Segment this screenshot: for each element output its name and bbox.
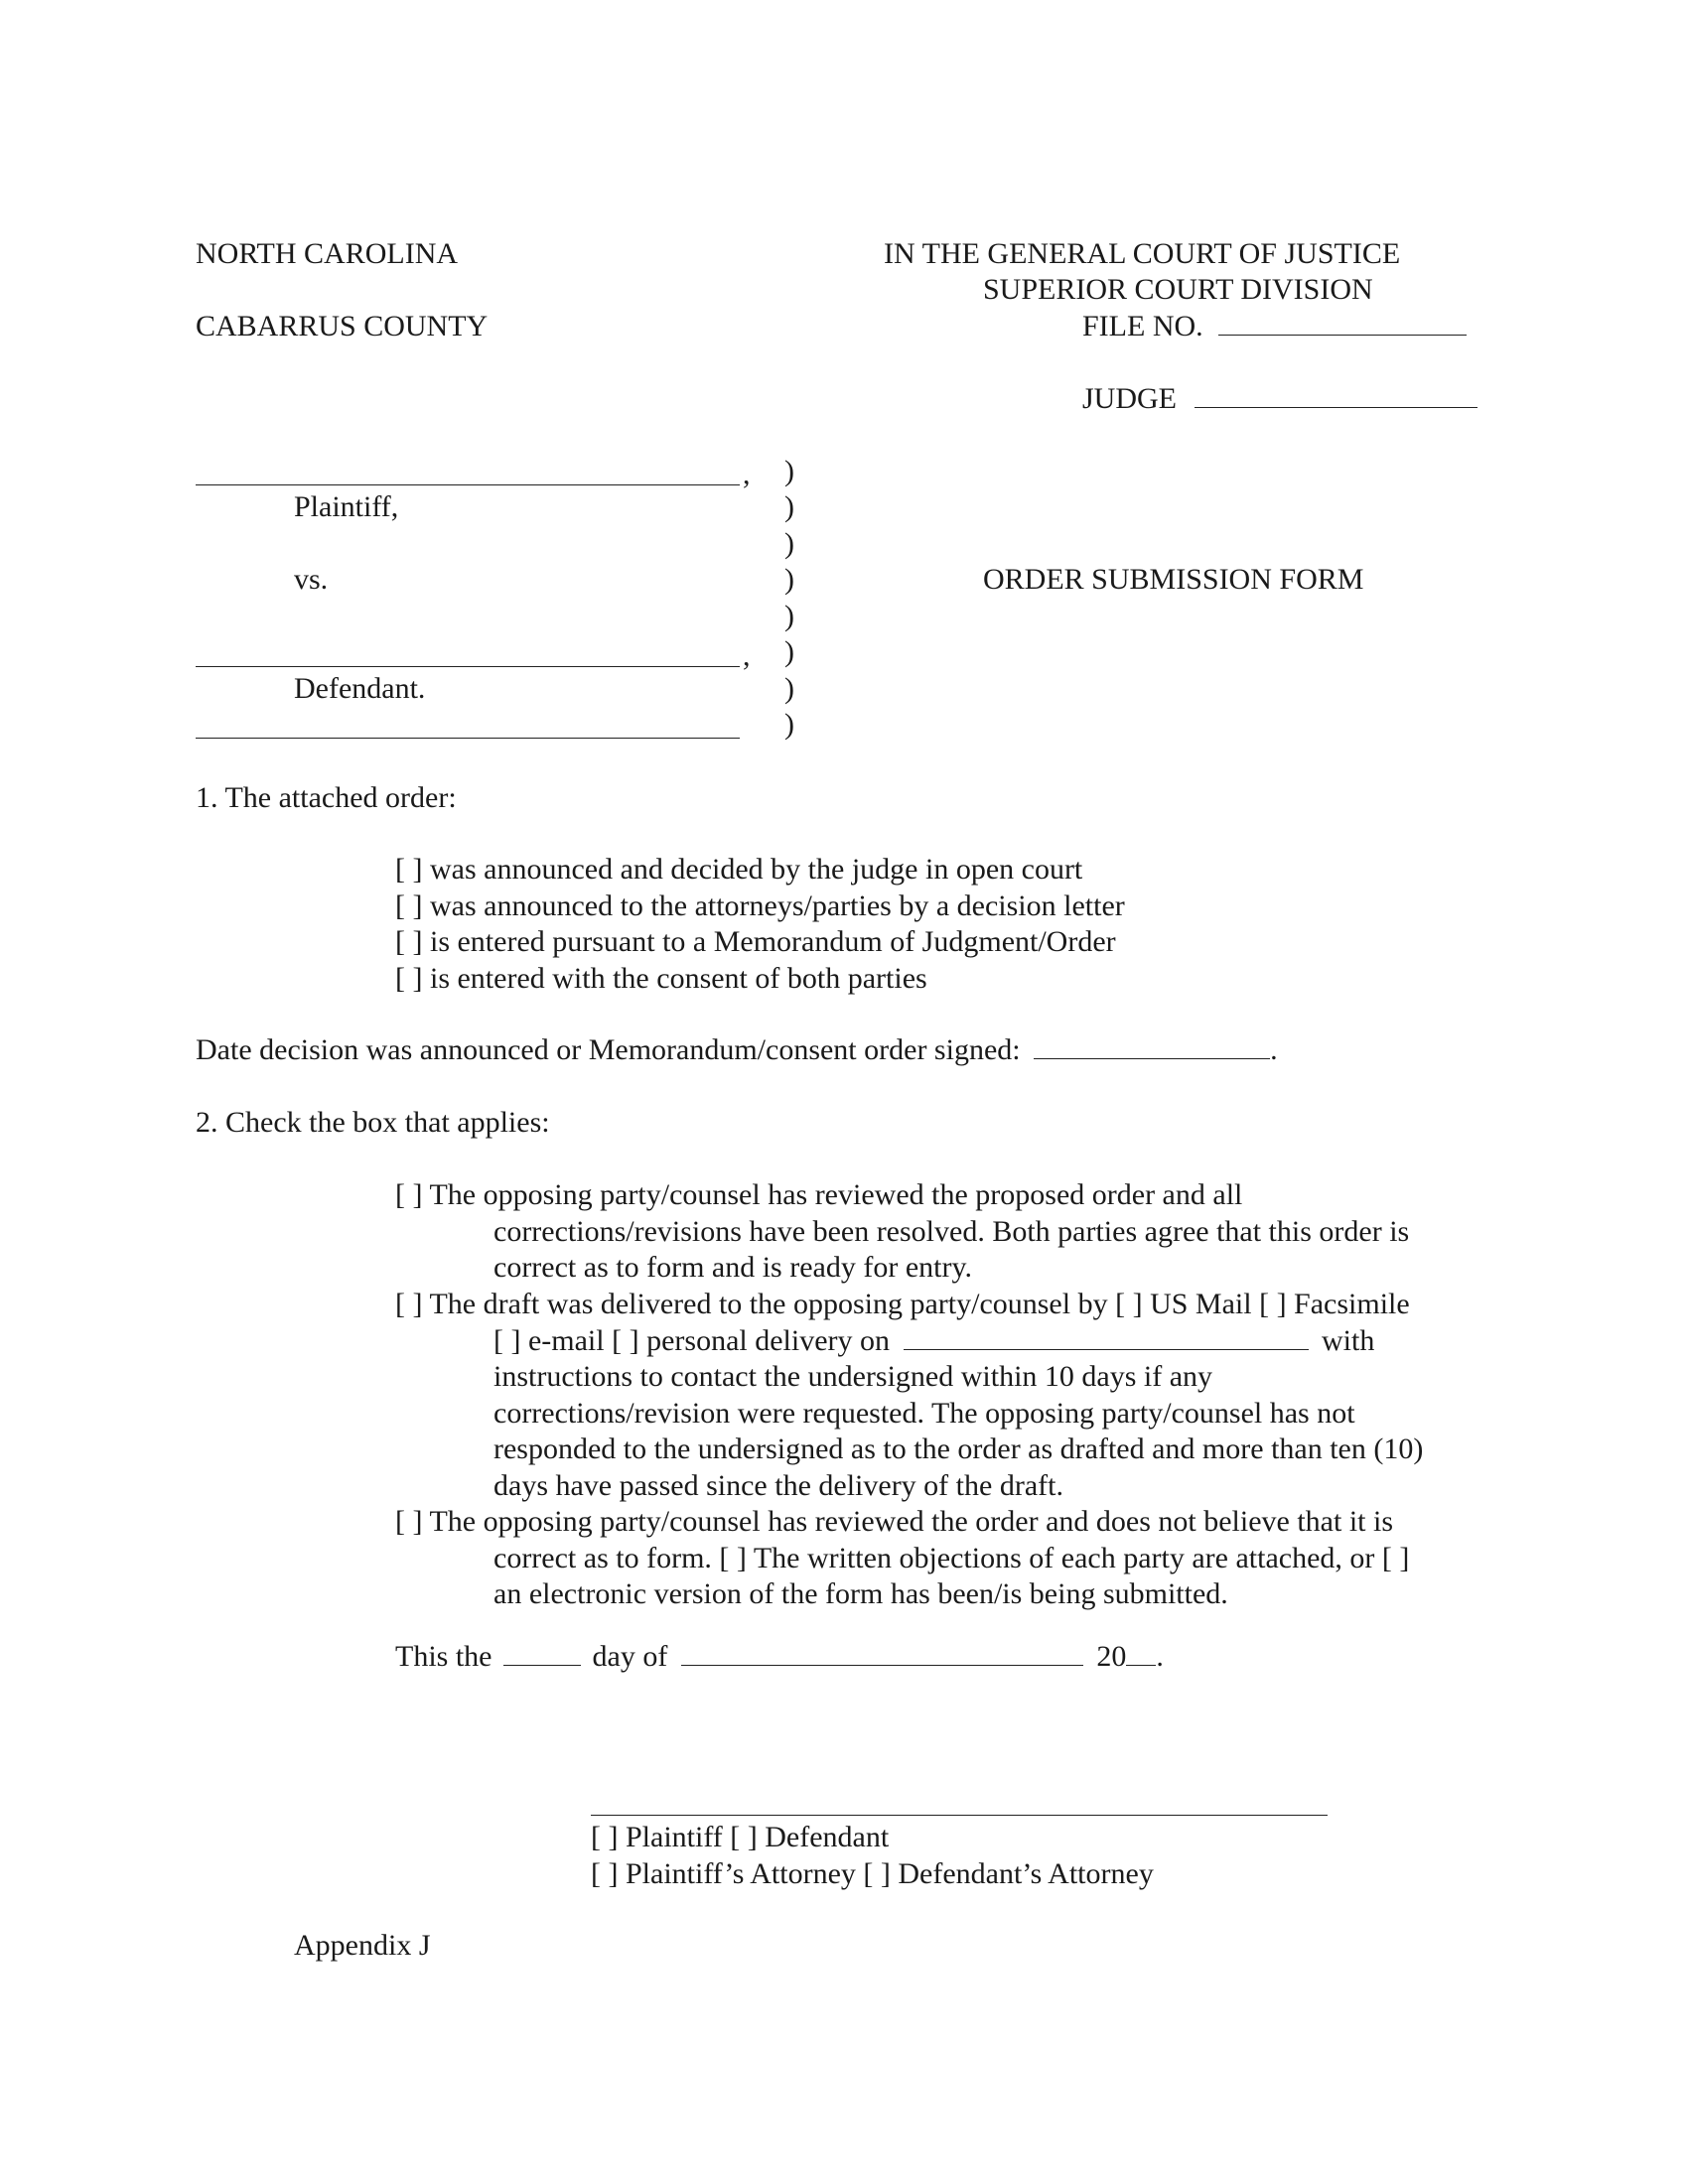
file-no-field[interactable] [1218,309,1467,336]
option-line: [ ] The draft was delivered to the opposing party/counsel by [ ] US Mail [ ] Facsimile [395,1288,1410,1320]
caption-paren: ) [784,527,794,560]
caption-paren: ) [784,635,794,668]
section1-option[interactable]: [ ] is entered pursuant to a Memorandum of Judgment/Order [395,925,1116,959]
caption-bottom-rule [196,738,740,739]
section2-option-delivered[interactable] [395,1287,1497,1505]
year-field[interactable] [1126,1639,1156,1666]
signer-role-party[interactable]: [ ] Plaintiff [ ] Defendant [591,1821,890,1853]
this-the-label: This the [395,1640,492,1673]
decision-date-period: . [1270,1033,1278,1066]
signature-line[interactable] [591,1815,1328,1816]
judge-label: JUDGE [1082,382,1177,415]
decision-date-row [196,1032,1278,1068]
dated-period: . [1156,1640,1164,1673]
decision-date-field[interactable] [1034,1032,1270,1059]
court-division: SUPERIOR COURT DIVISION [983,273,1373,306]
defendant-comma: , [743,639,751,672]
signer-role-attorney[interactable]: [ ] Plaintiff’s Attorney [ ] Defendant’s Attorney [591,1857,1154,1890]
caption-paren: ) [784,490,794,523]
judge-field[interactable] [1195,381,1477,408]
section1-heading: 1. The attached order: [196,781,457,814]
caption-paren: ) [784,672,794,705]
decision-date-label: Date decision was announced or Memorandum/consent order signed: [196,1033,1021,1066]
option-line: [ ] The opposing party/counsel has reviewed the order and does not believe that it is [395,1505,1393,1538]
appendix-label: Appendix J [294,1929,431,1962]
option-line: [ ] e-mail [ ] personal delivery on [493,1323,891,1357]
year-prefix: 20 [1096,1640,1127,1673]
judge-row [1082,381,1477,417]
day-field[interactable] [503,1639,581,1666]
plaintiff-label: Plaintiff, [294,490,399,523]
option-line: instructions to contact the undersigned within 10 days if any [493,1360,1213,1394]
caption-paren: ) [784,708,794,741]
plaintiff-name-field[interactable] [196,484,740,485]
option-line: correct as to form. [ ] The written objections of each party are attached, or [ ] [493,1541,1410,1574]
caption-paren: ) [784,563,794,596]
option-line: corrections/revision were requested. The opposing party/counsel has not [493,1396,1355,1430]
delivery-date-field[interactable] [904,1323,1309,1350]
dated-row [395,1639,1164,1675]
option-line: an electronic version of the form has been/is being submitted. [493,1577,1228,1611]
file-no-label: FILE NO. [1082,310,1203,342]
day-of-label: day of [592,1640,668,1673]
option-line: days have passed since the delivery of the draft. [493,1468,1063,1502]
section2-option-objection[interactable] [395,1504,1497,1613]
option-line: responded to the undersigned as to the order as drafted and more than ten (10) [493,1433,1424,1466]
section1-option[interactable]: [ ] was announced and decided by the judge in open court [395,853,1083,886]
state-label: NORTH CAROLINA [196,237,459,270]
county-label: CABARRUS COUNTY [196,310,489,342]
option-line: corrections/revisions have been resolved. Both parties agree that this order is [493,1214,1410,1248]
plaintiff-comma: , [743,458,751,490]
section1-options [395,852,1125,997]
court-name: IN THE GENERAL COURT OF JUSTICE [884,237,1401,270]
section2-heading: 2. Check the box that applies: [196,1106,550,1139]
section2-option-reviewed[interactable] [395,1177,1497,1287]
defendant-label: Defendant. [294,672,426,705]
section1-option[interactable]: [ ] was announced to the attorneys/parties by a decision letter [395,888,1125,922]
vs-label: vs. [294,563,329,596]
defendant-name-field[interactable] [196,666,740,667]
form-title: ORDER SUBMISSION FORM [983,563,1364,596]
option-line: with [1322,1323,1375,1357]
section1-option[interactable]: [ ] is entered with the consent of both parties [395,961,927,995]
caption-paren: ) [784,455,794,487]
caption-paren: ) [784,600,794,632]
option-line: correct as to form and is ready for entry. [493,1251,973,1285]
month-field[interactable] [681,1639,1083,1666]
file-number-row [1082,309,1467,344]
option-line: [ ] The opposing party/counsel has reviewed the proposed order and all [395,1178,1243,1211]
delivery-date-row [395,1323,1497,1360]
